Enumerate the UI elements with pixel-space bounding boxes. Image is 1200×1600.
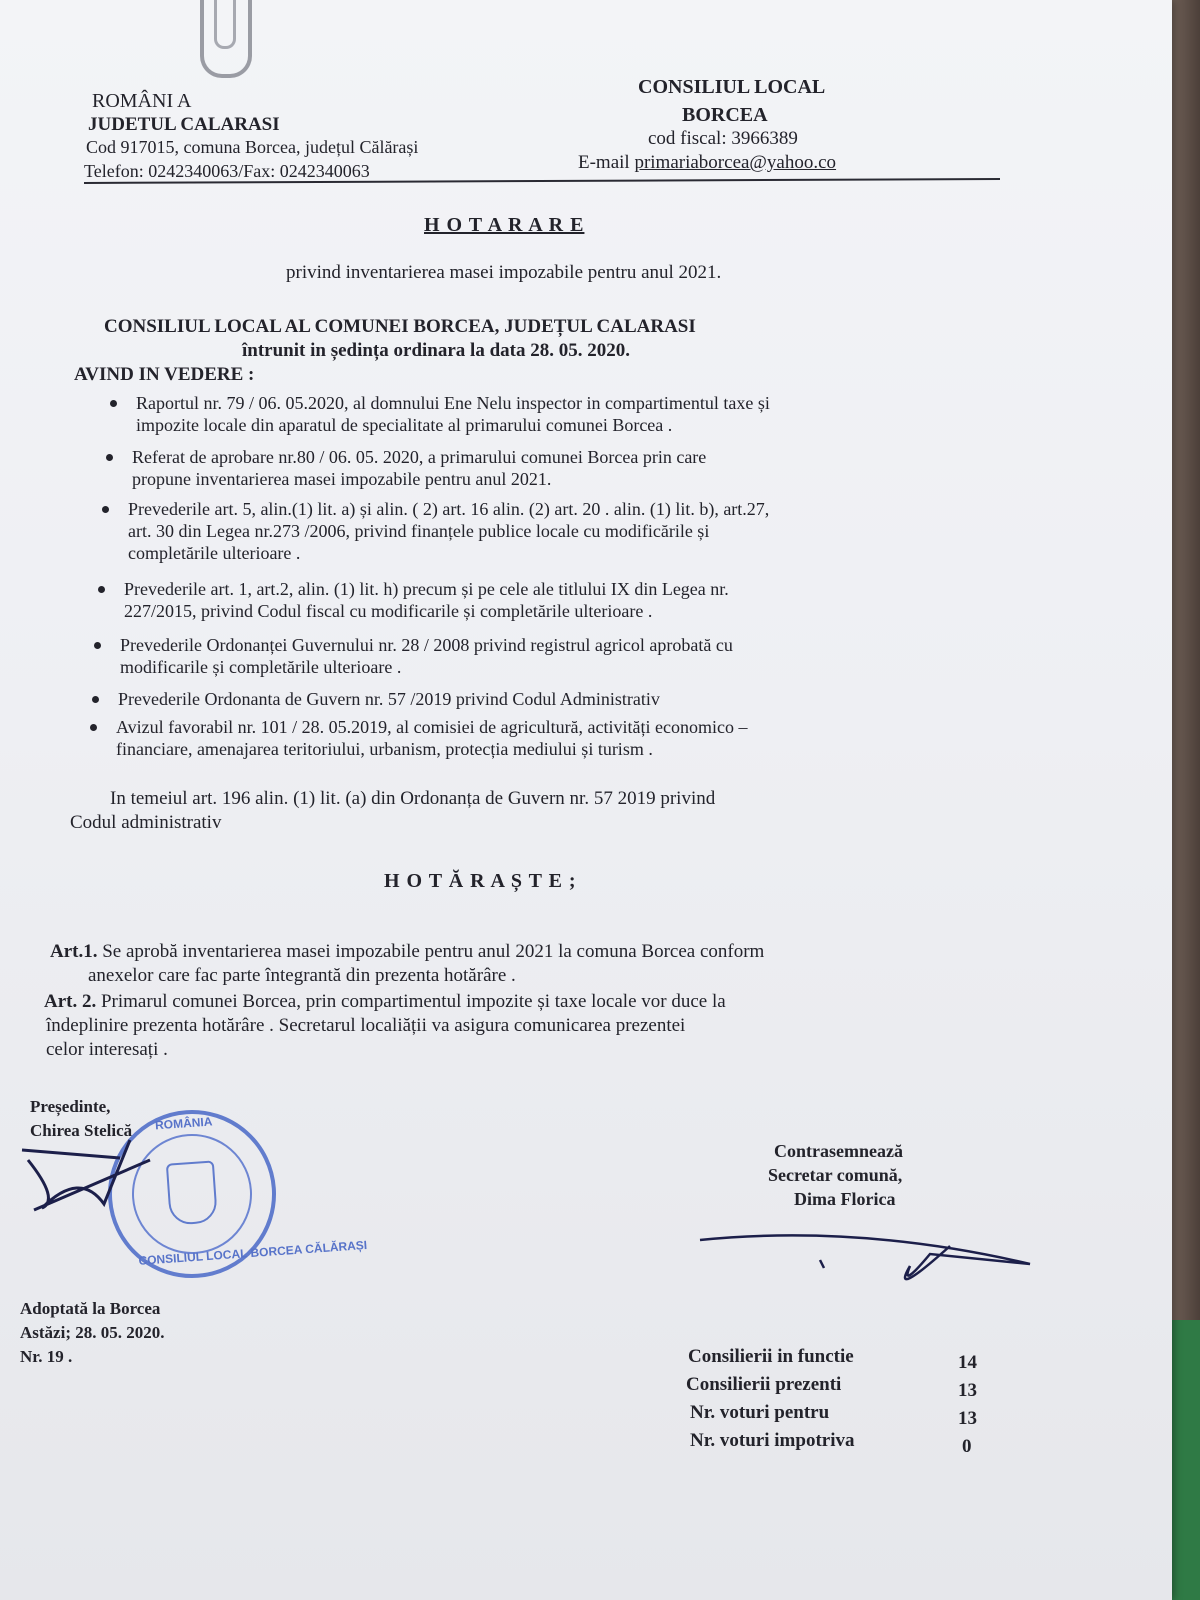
votes-label-against: Nr. voturi impotriva	[690, 1430, 855, 1451]
article-label: Art.1.	[50, 941, 98, 962]
crest-icon	[166, 1160, 218, 1225]
document-title: H O T A R A R E	[424, 214, 585, 236]
votes-label-in-office: Consilierii in functie	[688, 1346, 854, 1367]
council-name: CONSILIUL LOCAL AL COMUNEI BORCEA, JUDEȚUL CALARASI	[104, 316, 696, 337]
header-county: JUDETUL CALARASI	[88, 114, 280, 135]
adopted-date: Astăzi; 28. 05. 2020.	[20, 1323, 165, 1342]
header-fiscal-code: cod fiscal: 3966389	[648, 128, 798, 149]
header-country: ROMÂNI A	[92, 90, 192, 112]
president-title: Președinte,	[30, 1097, 111, 1116]
stamp-text-top: ROMÂNIA	[154, 1114, 213, 1133]
considerent-item: Prevederile art. 1, art.2, alin. (1) lit. h) precum și pe cele ale titlului IX din Legea nr. 227/2015, privind Codul fiscal cu modificarile și completările ulterioare .	[124, 579, 729, 621]
considerent-item: Prevederile art. 5, alin.(1) lit. a) și alin. ( 2) art. 16 alin. (2) art. 20 . alin. (1) lit. b), art.27, art. 30 din Legea nr.273 /2006, privind finanțele publice locale cu modificările și completările ulterioare .	[128, 499, 770, 563]
votes-value-in-office: 14	[958, 1352, 977, 1373]
header-phone: Telefon: 0242340063/Fax: 0242340063	[84, 161, 370, 181]
temei-line-1: In temeiul art. 196 alin. (1) lit. (a) din Ordonanța de Guvern nr. 57 2019 privind	[110, 788, 716, 809]
considerent-item: Prevederile Ordonanta de Guvern nr. 57 /2019 privind Codul Administrativ	[118, 689, 660, 709]
decision-number: Nr. 19 .	[20, 1347, 73, 1366]
email-label: E-mail	[578, 152, 630, 173]
adopted-place: Adoptată la Borcea	[20, 1299, 161, 1318]
votes-label-for: Nr. voturi pentru	[690, 1402, 830, 1423]
countersign-label: Contrasemnează	[774, 1141, 903, 1161]
votes-value-for: 13	[958, 1408, 977, 1429]
header-address: Cod 917015, comuna Borcea, județul Călărași	[86, 137, 419, 157]
secretary-name: Dima Florica	[794, 1189, 896, 1209]
considerent-item: Referat de aprobare nr.80 / 06. 05. 2020, a primarului comunei Borcea prin care propune inventarierea masei impozabile pentru anul 2021.	[132, 447, 707, 489]
stamp-text-bottom: CONSILIUL LOCAL BORCEA CĂLĂRAȘI	[138, 1237, 368, 1268]
council-meeting: întrunit in ședința ordinara la data 28. 05. 2020.	[242, 340, 630, 361]
votes-value-present: 13	[958, 1380, 977, 1401]
document-subtitle: privind inventarierea masei impozabile pentru anul 2021.	[286, 262, 722, 283]
president-name: Chirea Stelică	[30, 1121, 133, 1140]
article-1: Art.1. Se aprobă inventarierea masei impozabile pentru anul 2021 la comuna Borcea conform anexelor care fac parte întegrantă din prezenta hotărâre .	[50, 941, 765, 986]
considerent-item: Raportul nr. 79 / 06. 05.2020, al domnului Ene Nelu inspector in compartimentul taxe și impozite locale din aparatul de specialitate al primarului comunei Borcea .	[136, 393, 770, 435]
paperclip-icon	[200, 0, 252, 78]
header-council: CONSILIUL LOCAL	[638, 76, 826, 98]
temei-line-2: Codul administrativ	[70, 812, 222, 833]
avind-heading: AVIND IN VEDERE :	[74, 364, 255, 385]
hotaraste-heading: H O T Ă R A Ș T E ;	[384, 870, 577, 892]
article-2: Art. 2. Primarul comunei Borcea, prin compartimentul impozite și taxe locale vor duce la îndeplinire prezenta hotărâre . Secretarul localiății va asigura comunicarea prezentei celor interesați .	[44, 991, 726, 1060]
email-link[interactable]: primariaborcea@yahoo.co	[634, 152, 837, 173]
header-locality: BORCEA	[682, 104, 768, 126]
votes-value-against: 0	[962, 1436, 972, 1457]
votes-label-present: Consilierii prezenti	[686, 1374, 842, 1395]
secretary-title: Secretar comună,	[768, 1165, 903, 1185]
considerent-item: Avizul favorabil nr. 101 / 28. 05.2019, al comisiei de agricultură, activități economico – financiare, amenajarea teritoriului, urbanism, protecția mediului și turism .	[116, 717, 748, 759]
header-email	[578, 152, 836, 174]
article-label: Art. 2.	[44, 991, 97, 1012]
considerent-item: Prevederile Ordonanței Guvernului nr. 28 / 2008 privind registrul agricol aprobată cu modificarile și completările ulterioare .	[120, 635, 733, 677]
